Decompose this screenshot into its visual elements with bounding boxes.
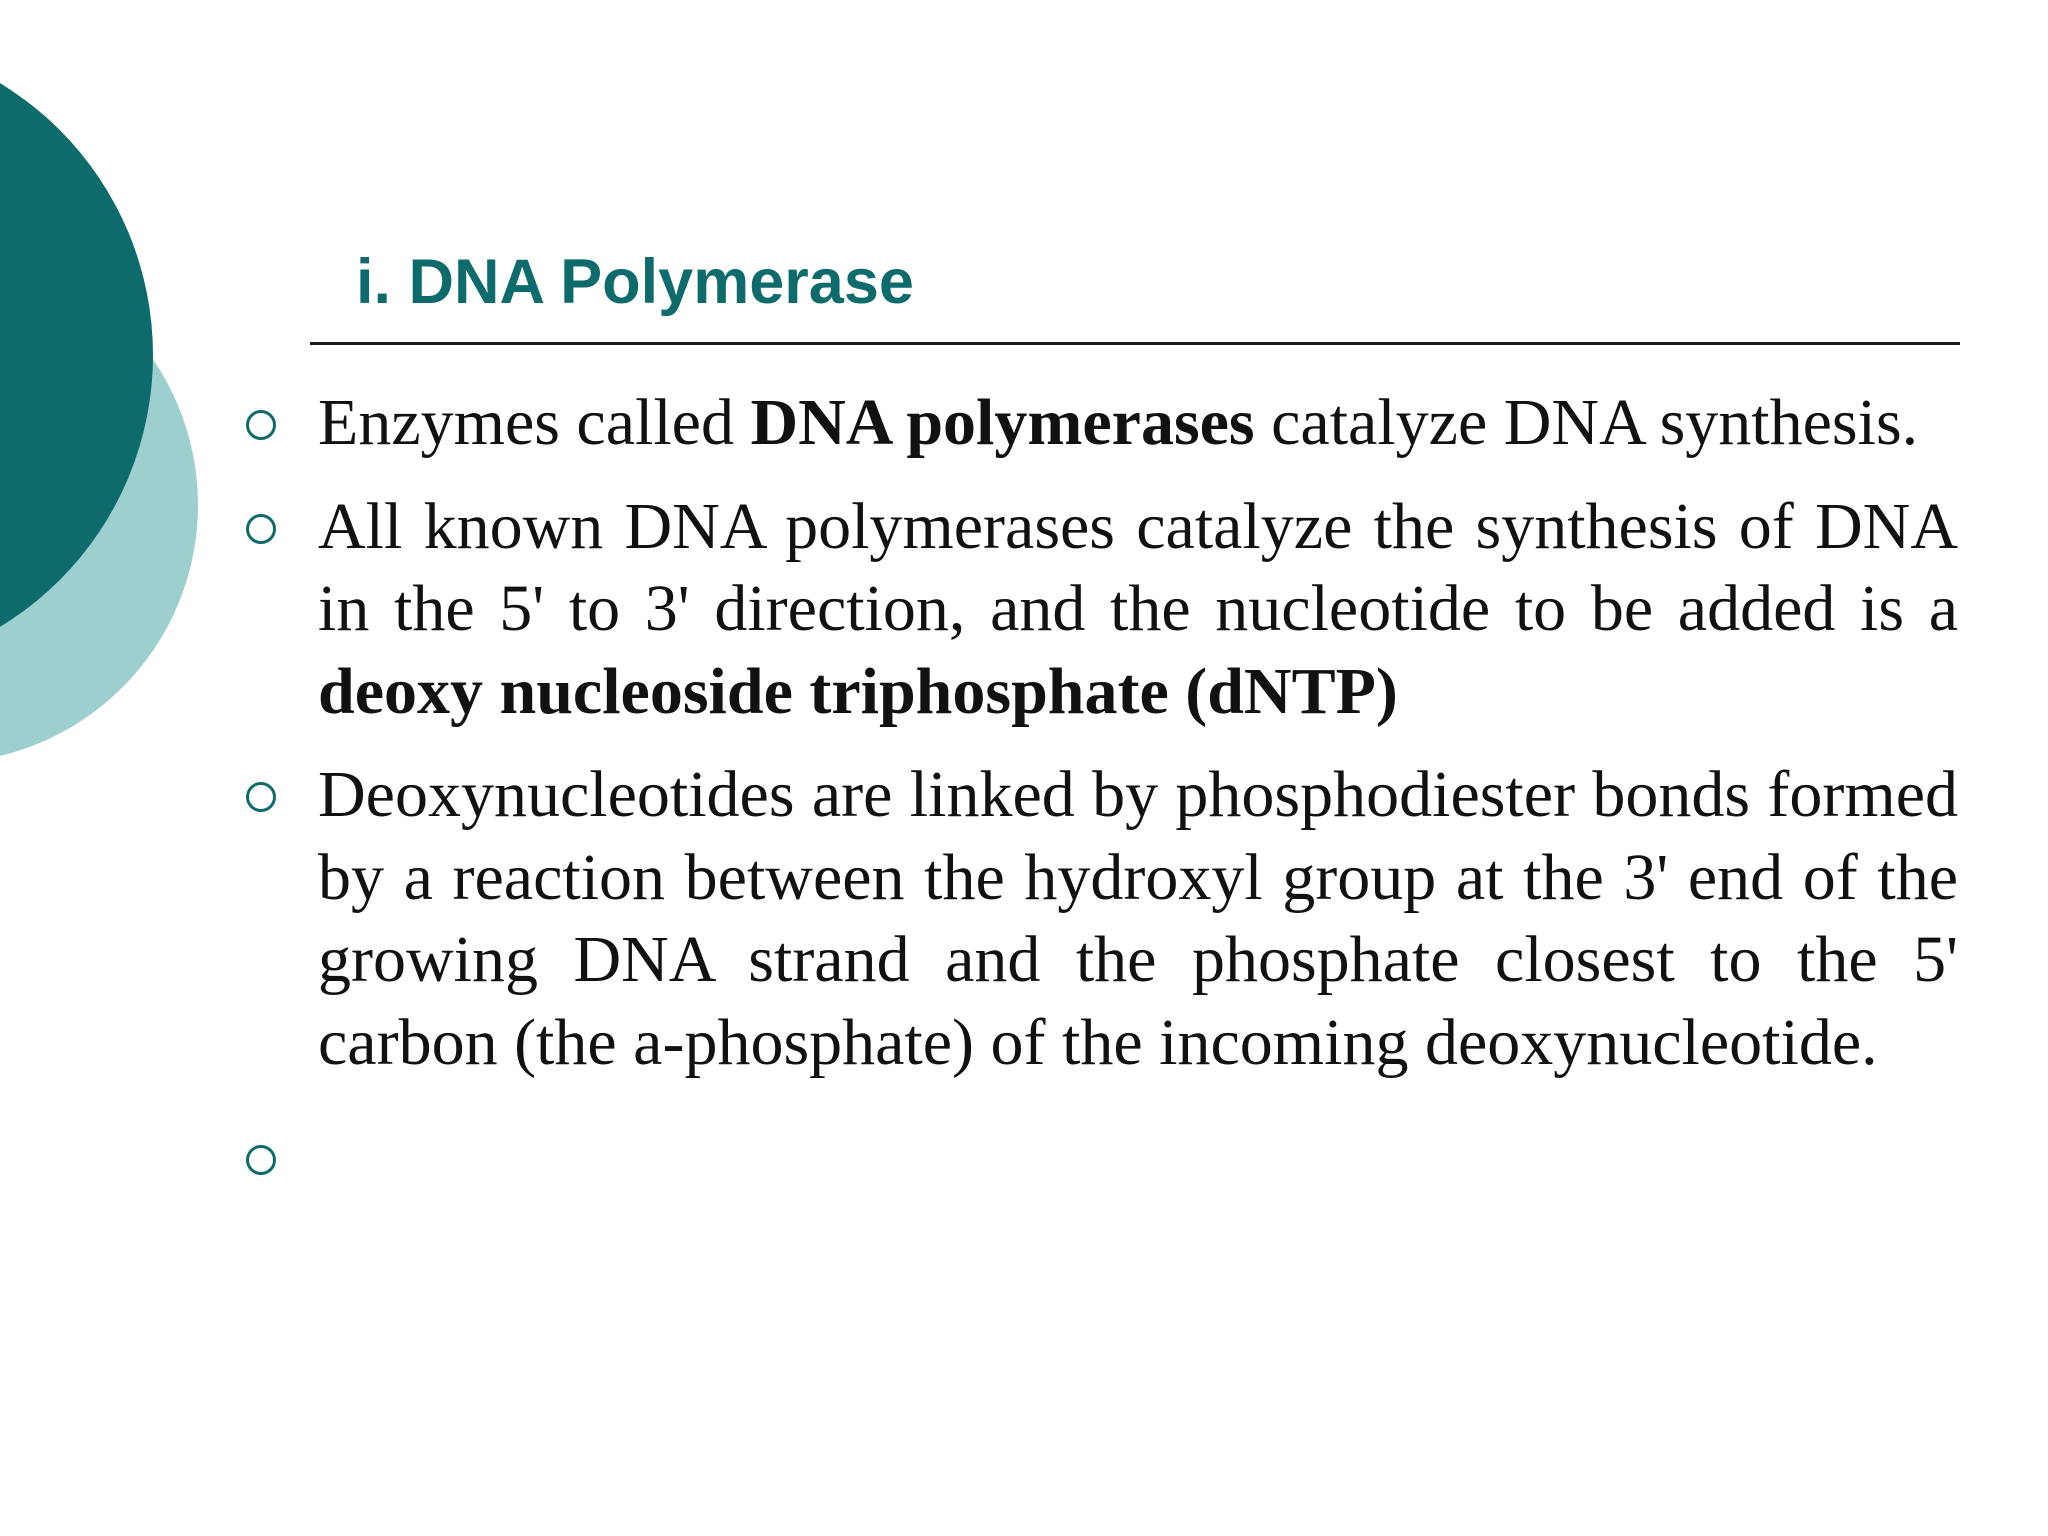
empty-bullet-item	[240, 1117, 1958, 1200]
decorative-circles	[0, 0, 260, 840]
hollow-circle-icon	[246, 782, 276, 812]
bullet-bold-text: deoxy nucleoside triphosphate (dNTP)	[318, 654, 1398, 728]
hollow-circle-icon	[246, 514, 276, 544]
bullet-item	[240, 486, 1958, 734]
hollow-circle-icon	[246, 410, 276, 440]
bullet-bold-text: DNA polymerases	[750, 386, 1255, 459]
bullet-text: All known DNA polymerases catalyze the synthesis of DNA in the 5' to 3' direction, and the nucleotide to be added is a	[318, 489, 1958, 645]
slide-title: i. DNA Polymerase	[356, 247, 914, 317]
bullet-item	[240, 382, 1958, 465]
title-underline	[310, 342, 1960, 345]
bullet-list	[240, 382, 1958, 1221]
bullet-text: Enzymes called	[318, 386, 751, 459]
hollow-circle-icon	[246, 1145, 276, 1175]
bullet-text: Deoxynucleotides are linked by phosphodiester bonds formed by a reaction between the hydroxyl group at the 3' end of the growing DNA strand and the phosphate closest to the 5' carbon (the a-phosphate) of the incoming deoxynucleotide.	[318, 758, 1958, 1079]
bullet-text: catalyze DNA synthesis.	[1254, 386, 1919, 459]
bullet-item	[240, 754, 1958, 1084]
